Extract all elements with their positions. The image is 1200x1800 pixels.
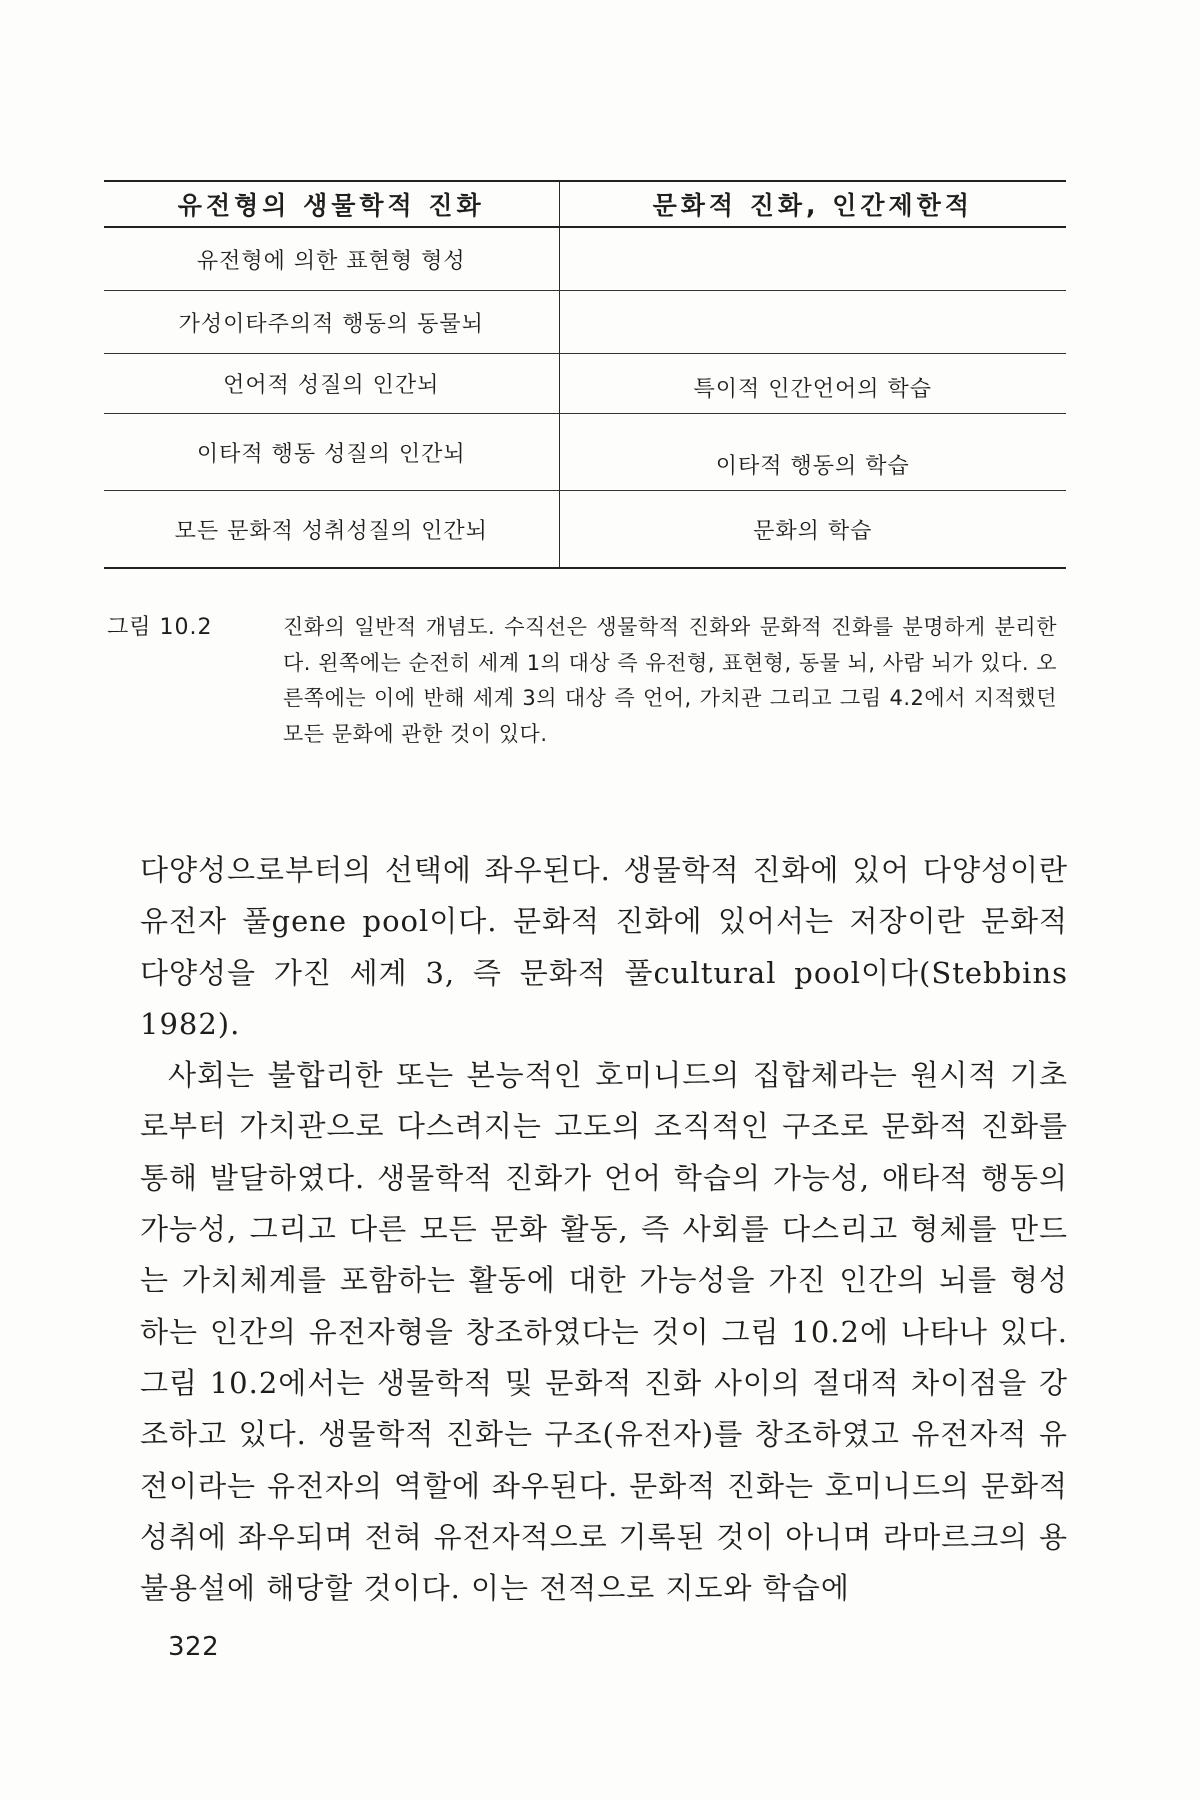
table-header-row	[104, 180, 1066, 228]
table-row	[104, 491, 1066, 569]
table-cell-left: 언어적 성질의 인간뇌	[104, 354, 560, 413]
table-cell-left: 유전형에 의한 표현형 형성	[104, 228, 560, 290]
table-cell-right: 문화의 학습	[753, 518, 873, 544]
table-cell-right	[560, 228, 1066, 290]
table-row	[104, 228, 1066, 291]
evolution-table	[104, 180, 1066, 569]
table-cell-right	[560, 291, 1066, 353]
table-row	[104, 414, 1066, 491]
table-header-left: 유전형의 생물학적 진화	[104, 182, 560, 226]
page-number: 322	[168, 1632, 220, 1662]
table-cell-right: 이타적 행동의 학습	[715, 454, 910, 479]
table-cell-left: 이타적 행동 성질의 인간뇌	[104, 414, 560, 490]
table-row	[104, 291, 1066, 354]
table-header-right: 문화적 진화, 인간제한적	[652, 191, 973, 220]
body-paragraph: 사회는 불합리한 또는 본능적인 호미니드의 집합체라는 원시적 기초로부터 가치관으로 다스려지는 고도의 조직적인 구조로 문화적 진화를 통해 발달하였다. 생물학적 진화가 언어 학습의 가능성, 애타적 행동의 가능성, 그리고 다른 모든 문화 활동, 즉 사회를 다스리고 형체를 만드는 가치체계를 포함하는 활동에 대한 가능성을 가진 인간의 뇌를 형성하는 인간의 유전자형을 창조하였다는 것이 그림 10.2에 나타나 있다. 그림 10.2에서는 생물학적 및 문화적 진화 사이의 절대적 차이점을 강조하고 있다. 생물학적 진화는 구조(유전자)를 창조하였고 유전자적 유전이라는 유전자의 역할에 좌우된다. 문화적 진화는 호미니드의 문화적 성취에 좌우되며 전혀 유전자적으로 기록된 것이 아니며 라마르크의 용불용설에 해당할 것이다. 이는 전적으로 지도와 학습에	[140, 1058, 1068, 1606]
table-cell-right: 특이적 인간언어의 학습	[693, 377, 933, 402]
table-cell-left: 모든 문화적 성취성질의 인간뇌	[104, 491, 560, 567]
body-paragraph: 다양성으로부터의 선택에 좌우된다. 생물학적 진화에 있어 다양성이란 유전자 풀gene pool이다. 문화적 진화에 있어서는 저장이란 문화적 다양성을 가진 세계 3, 즉 문화적 풀cultural pool이다(Stebbins 1982).	[140, 853, 1068, 1041]
figure-caption-label: 그림 10.2	[107, 615, 213, 640]
table-row	[104, 354, 1066, 414]
body-text	[140, 845, 1068, 1614]
figure-caption-text: 진화의 일반적 개념도. 수직선은 생물학적 진화와 문화적 진화를 분명하게 분리한다. 왼쪽에는 순전히 세계 1의 대상 즉 유전형, 표현형, 동물 뇌, 사람 뇌가 있다. 오른쪽에는 이에 반해 세계 3의 대상 즉 언어, 가치관 그리고 그림 4.2에서 지적했던 모든 문화에 관한 것이 있다.	[283, 615, 1057, 746]
figure-caption	[107, 610, 1067, 752]
table-cell-left: 가성이타주의적 행동의 동물뇌	[104, 291, 560, 353]
